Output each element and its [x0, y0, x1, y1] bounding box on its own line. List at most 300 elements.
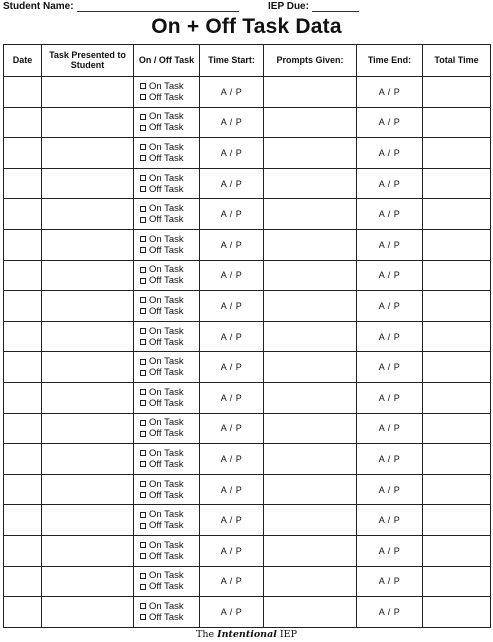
- date-cell[interactable]: [4, 597, 42, 628]
- task-cell[interactable]: [42, 352, 134, 383]
- total-time-cell[interactable]: [423, 535, 491, 566]
- off-task-checkbox[interactable]: [140, 461, 146, 467]
- on-task-label: On Task: [149, 386, 184, 398]
- iep-due-label: IEP Due:: [268, 1, 309, 12]
- on-task-option[interactable]: [140, 356, 184, 367]
- table-row: [4, 291, 491, 322]
- onoff-options: [134, 264, 199, 286]
- off-task-checkbox[interactable]: [140, 400, 146, 406]
- task-cell[interactable]: [42, 199, 134, 230]
- off-task-checkbox[interactable]: [140, 614, 146, 620]
- table-row: [4, 260, 491, 291]
- on-task-option[interactable]: [140, 111, 184, 122]
- prompts-cell[interactable]: [264, 260, 357, 291]
- off-task-label: Off Task: [149, 550, 184, 562]
- on-task-label: On Task: [149, 356, 184, 368]
- table-row: [4, 535, 491, 566]
- time-start-cell[interactable]: [200, 291, 264, 322]
- off-task-label: Off Task: [149, 244, 184, 256]
- off-task-option[interactable]: [140, 153, 184, 164]
- task-cell[interactable]: [42, 597, 134, 628]
- on-task-option[interactable]: [140, 509, 184, 520]
- on-task-option[interactable]: [140, 81, 184, 92]
- onoff-options: [134, 234, 199, 256]
- onoff-cell: [134, 107, 200, 138]
- on-task-option[interactable]: [140, 234, 184, 245]
- table-row: [4, 597, 491, 628]
- date-cell[interactable]: [4, 566, 42, 597]
- off-task-option[interactable]: [140, 551, 184, 562]
- time-end-cell[interactable]: [357, 597, 423, 628]
- onoff-cell: [134, 413, 200, 444]
- time-end-cell[interactable]: [357, 199, 423, 230]
- prompts-cell[interactable]: [264, 566, 357, 597]
- on-task-option[interactable]: [140, 203, 184, 214]
- onoff-cell: [134, 597, 200, 628]
- end-am-pm: A / P: [378, 331, 401, 342]
- on-task-label: On Task: [149, 447, 184, 459]
- time-start-cell[interactable]: [200, 107, 264, 138]
- col-header-date: Date: [4, 45, 42, 77]
- on-task-option[interactable]: [140, 601, 184, 612]
- onoff-options: [134, 142, 199, 164]
- on-task-checkbox[interactable]: [140, 114, 146, 120]
- onoff-cell: [134, 352, 200, 383]
- off-task-option[interactable]: [140, 92, 184, 103]
- on-task-option[interactable]: [140, 540, 184, 551]
- total-time-cell[interactable]: [423, 566, 491, 597]
- start-am-pm: A / P: [220, 423, 243, 434]
- off-task-checkbox[interactable]: [140, 492, 146, 498]
- prompts-cell[interactable]: [264, 505, 357, 536]
- start-am-pm: A / P: [220, 331, 243, 342]
- off-task-option[interactable]: [140, 214, 184, 225]
- task-cell[interactable]: [42, 229, 134, 260]
- end-am-pm: A / P: [378, 86, 401, 97]
- total-time-cell[interactable]: [423, 138, 491, 169]
- prompts-cell[interactable]: [264, 444, 357, 475]
- off-task-checkbox[interactable]: [140, 553, 146, 559]
- date-cell[interactable]: [4, 413, 42, 444]
- onoff-options: [134, 387, 199, 409]
- header-fields: [0, 0, 493, 14]
- task-cell[interactable]: [42, 535, 134, 566]
- start-am-pm: A / P: [220, 270, 243, 281]
- prompts-cell[interactable]: [264, 138, 357, 169]
- on-task-checkbox[interactable]: [140, 175, 146, 181]
- date-cell[interactable]: [4, 229, 42, 260]
- off-task-label: Off Task: [149, 336, 184, 348]
- on-task-label: On Task: [149, 570, 184, 582]
- onoff-options: [134, 448, 199, 470]
- onoff-cell: [134, 291, 200, 322]
- total-time-cell[interactable]: [423, 77, 491, 108]
- off-task-checkbox[interactable]: [140, 339, 146, 345]
- off-task-option[interactable]: [140, 459, 184, 470]
- off-task-option[interactable]: [140, 612, 184, 623]
- onoff-cell: [134, 444, 200, 475]
- time-end-cell[interactable]: [357, 352, 423, 383]
- on-task-option[interactable]: [140, 142, 184, 153]
- off-task-checkbox[interactable]: [140, 308, 146, 314]
- date-cell[interactable]: [4, 260, 42, 291]
- end-am-pm: A / P: [378, 423, 401, 434]
- on-task-label: On Task: [149, 600, 184, 612]
- time-end-cell[interactable]: [357, 107, 423, 138]
- on-task-option[interactable]: [140, 479, 184, 490]
- time-start-cell[interactable]: [200, 77, 264, 108]
- off-task-option[interactable]: [140, 428, 184, 439]
- start-am-pm: A / P: [220, 117, 243, 128]
- on-task-checkbox[interactable]: [140, 328, 146, 334]
- time-end-cell[interactable]: [357, 260, 423, 291]
- time-start-cell[interactable]: [200, 597, 264, 628]
- col-header-end: Time End:: [357, 45, 423, 77]
- on-task-option[interactable]: [140, 570, 184, 581]
- prompts-cell[interactable]: [264, 168, 357, 199]
- off-task-checkbox[interactable]: [140, 94, 146, 100]
- footer-brand: [0, 629, 493, 640]
- start-am-pm: A / P: [220, 576, 243, 587]
- start-am-pm: A / P: [220, 484, 243, 495]
- time-start-cell[interactable]: [200, 321, 264, 352]
- table-row: [4, 444, 491, 475]
- on-task-label: On Task: [149, 264, 184, 276]
- on-task-label: On Task: [149, 141, 184, 153]
- end-am-pm: A / P: [378, 362, 401, 373]
- onoff-options: [134, 417, 199, 439]
- date-cell[interactable]: [4, 474, 42, 505]
- off-task-checkbox[interactable]: [140, 370, 146, 376]
- on-task-checkbox[interactable]: [140, 83, 146, 89]
- student-name-label: Student Name:: [3, 1, 74, 12]
- table-row: [4, 382, 491, 413]
- off-task-checkbox[interactable]: [140, 584, 146, 590]
- time-start-cell[interactable]: [200, 138, 264, 169]
- student-name-blank[interactable]: [77, 3, 239, 12]
- total-time-cell[interactable]: [423, 474, 491, 505]
- off-task-option[interactable]: [140, 520, 184, 531]
- on-task-label: On Task: [149, 509, 184, 521]
- table-row: [4, 199, 491, 230]
- off-task-option[interactable]: [140, 581, 184, 592]
- on-task-checkbox[interactable]: [140, 512, 146, 518]
- task-cell[interactable]: [42, 168, 134, 199]
- off-task-option[interactable]: [140, 398, 184, 409]
- off-task-label: Off Task: [149, 489, 184, 501]
- date-cell[interactable]: [4, 77, 42, 108]
- onoff-options: [134, 479, 199, 501]
- col-header-prompts: Prompts Given:: [264, 45, 357, 77]
- off-task-checkbox[interactable]: [140, 125, 146, 131]
- total-time-cell[interactable]: [423, 229, 491, 260]
- onoff-cell: [134, 138, 200, 169]
- on-task-option[interactable]: [140, 448, 184, 459]
- time-end-cell[interactable]: [357, 291, 423, 322]
- on-task-option[interactable]: [140, 264, 184, 275]
- time-start-cell[interactable]: [200, 382, 264, 413]
- on-task-checkbox[interactable]: [140, 420, 146, 426]
- date-cell[interactable]: [4, 505, 42, 536]
- table-row: [4, 413, 491, 444]
- end-am-pm: A / P: [378, 209, 401, 220]
- task-cell[interactable]: [42, 138, 134, 169]
- on-task-label: On Task: [149, 111, 184, 123]
- date-cell[interactable]: [4, 535, 42, 566]
- total-time-cell[interactable]: [423, 291, 491, 322]
- table-row: [4, 321, 491, 352]
- off-task-checkbox[interactable]: [140, 431, 146, 437]
- off-task-option[interactable]: [140, 337, 184, 348]
- time-start-cell[interactable]: [200, 535, 264, 566]
- task-cell[interactable]: [42, 107, 134, 138]
- time-start-cell[interactable]: [200, 352, 264, 383]
- prompts-cell[interactable]: [264, 597, 357, 628]
- prompts-cell[interactable]: [264, 77, 357, 108]
- end-am-pm: A / P: [378, 515, 401, 526]
- start-am-pm: A / P: [220, 239, 243, 250]
- brand-iep: IEP: [279, 629, 297, 640]
- on-task-checkbox[interactable]: [140, 267, 146, 273]
- col-header-task: Task Presented to Student: [42, 45, 134, 77]
- off-task-label: Off Task: [149, 611, 184, 623]
- time-start-cell[interactable]: [200, 413, 264, 444]
- on-task-checkbox[interactable]: [140, 297, 146, 303]
- onoff-options: [134, 509, 199, 531]
- date-cell[interactable]: [4, 168, 42, 199]
- start-am-pm: A / P: [220, 362, 243, 373]
- start-am-pm: A / P: [220, 300, 243, 311]
- prompts-cell[interactable]: [264, 107, 357, 138]
- time-end-cell[interactable]: [357, 566, 423, 597]
- time-start-cell[interactable]: [200, 566, 264, 597]
- off-task-checkbox[interactable]: [140, 247, 146, 253]
- off-task-checkbox[interactable]: [140, 155, 146, 161]
- time-end-cell[interactable]: [357, 138, 423, 169]
- onoff-options: [134, 570, 199, 592]
- onoff-options: [134, 295, 199, 317]
- prompts-cell[interactable]: [264, 535, 357, 566]
- on-task-checkbox[interactable]: [140, 389, 146, 395]
- end-am-pm: A / P: [378, 484, 401, 495]
- onoff-options: [134, 173, 199, 195]
- off-task-label: Off Task: [149, 275, 184, 287]
- brand-main: Intentional: [217, 629, 277, 640]
- date-cell[interactable]: [4, 352, 42, 383]
- time-start-cell[interactable]: [200, 260, 264, 291]
- on-task-label: On Task: [149, 80, 184, 92]
- total-time-cell[interactable]: [423, 352, 491, 383]
- task-cell[interactable]: [42, 474, 134, 505]
- end-am-pm: A / P: [378, 117, 401, 128]
- time-end-cell[interactable]: [357, 444, 423, 475]
- time-end-cell[interactable]: [357, 77, 423, 108]
- start-am-pm: A / P: [220, 515, 243, 526]
- task-cell[interactable]: [42, 382, 134, 413]
- time-end-cell[interactable]: [357, 413, 423, 444]
- start-am-pm: A / P: [220, 209, 243, 220]
- onoff-cell: [134, 566, 200, 597]
- on-task-option[interactable]: [140, 326, 184, 337]
- off-task-checkbox[interactable]: [140, 186, 146, 192]
- total-time-cell[interactable]: [423, 505, 491, 536]
- prompts-cell[interactable]: [264, 382, 357, 413]
- off-task-label: Off Task: [149, 305, 184, 317]
- date-cell[interactable]: [4, 321, 42, 352]
- off-task-label: Off Task: [149, 214, 184, 226]
- start-am-pm: A / P: [220, 545, 243, 556]
- on-task-checkbox[interactable]: [140, 144, 146, 150]
- total-time-cell[interactable]: [423, 382, 491, 413]
- onoff-cell: [134, 505, 200, 536]
- off-task-option[interactable]: [140, 367, 184, 378]
- page-title: On + Off Task Data: [151, 15, 342, 38]
- off-task-option[interactable]: [140, 184, 184, 195]
- off-task-checkbox[interactable]: [140, 217, 146, 223]
- time-end-cell[interactable]: [357, 474, 423, 505]
- task-cell[interactable]: [42, 566, 134, 597]
- on-task-checkbox[interactable]: [140, 603, 146, 609]
- prompts-cell[interactable]: [264, 321, 357, 352]
- off-task-label: Off Task: [149, 581, 184, 593]
- time-end-cell[interactable]: [357, 382, 423, 413]
- on-task-checkbox[interactable]: [140, 236, 146, 242]
- table-row: [4, 566, 491, 597]
- total-time-cell[interactable]: [423, 199, 491, 230]
- time-end-cell[interactable]: [357, 535, 423, 566]
- task-data-table: [3, 44, 491, 628]
- off-task-option[interactable]: [140, 245, 184, 256]
- off-task-option[interactable]: [140, 306, 184, 317]
- date-cell[interactable]: [4, 107, 42, 138]
- total-time-cell[interactable]: [423, 107, 491, 138]
- prompts-cell[interactable]: [264, 229, 357, 260]
- total-time-cell[interactable]: [423, 321, 491, 352]
- total-time-cell[interactable]: [423, 597, 491, 628]
- onoff-options: [134, 540, 199, 562]
- onoff-cell: [134, 382, 200, 413]
- off-task-checkbox[interactable]: [140, 278, 146, 284]
- off-task-label: Off Task: [149, 397, 184, 409]
- end-am-pm: A / P: [378, 453, 401, 464]
- prompts-cell[interactable]: [264, 291, 357, 322]
- table-row: [4, 107, 491, 138]
- on-task-label: On Task: [149, 539, 184, 551]
- onoff-options: [134, 111, 199, 133]
- time-start-cell[interactable]: [200, 168, 264, 199]
- time-start-cell[interactable]: [200, 229, 264, 260]
- task-cell[interactable]: [42, 77, 134, 108]
- off-task-label: Off Task: [149, 520, 184, 532]
- off-task-option[interactable]: [140, 122, 184, 133]
- onoff-cell: [134, 229, 200, 260]
- on-task-checkbox[interactable]: [140, 573, 146, 579]
- end-am-pm: A / P: [378, 178, 401, 189]
- task-cell[interactable]: [42, 291, 134, 322]
- task-cell[interactable]: [42, 444, 134, 475]
- end-am-pm: A / P: [378, 300, 401, 311]
- total-time-cell[interactable]: [423, 444, 491, 475]
- prompts-cell[interactable]: [264, 474, 357, 505]
- end-am-pm: A / P: [378, 392, 401, 403]
- time-end-cell[interactable]: [357, 229, 423, 260]
- time-end-cell[interactable]: [357, 321, 423, 352]
- prompts-cell[interactable]: [264, 199, 357, 230]
- end-am-pm: A / P: [378, 239, 401, 250]
- onoff-options: [134, 356, 199, 378]
- table-header-row: [4, 45, 491, 77]
- date-cell[interactable]: [4, 199, 42, 230]
- on-task-option[interactable]: [140, 173, 184, 184]
- on-task-checkbox[interactable]: [140, 542, 146, 548]
- end-am-pm: A / P: [378, 576, 401, 587]
- onoff-cell: [134, 474, 200, 505]
- off-task-label: Off Task: [149, 122, 184, 134]
- table-row: [4, 352, 491, 383]
- on-task-option[interactable]: [140, 295, 184, 306]
- time-start-cell[interactable]: [200, 199, 264, 230]
- date-cell[interactable]: [4, 382, 42, 413]
- off-task-label: Off Task: [149, 428, 184, 440]
- date-cell[interactable]: [4, 138, 42, 169]
- end-am-pm: A / P: [378, 270, 401, 281]
- on-task-label: On Task: [149, 325, 184, 337]
- task-cell[interactable]: [42, 321, 134, 352]
- time-start-cell[interactable]: [200, 444, 264, 475]
- time-end-cell[interactable]: [357, 505, 423, 536]
- total-time-cell[interactable]: [423, 413, 491, 444]
- start-am-pm: A / P: [220, 606, 243, 617]
- task-cell[interactable]: [42, 413, 134, 444]
- on-task-label: On Task: [149, 233, 184, 245]
- off-task-checkbox[interactable]: [140, 523, 146, 529]
- off-task-label: Off Task: [149, 91, 184, 103]
- prompts-cell[interactable]: [264, 352, 357, 383]
- end-am-pm: A / P: [378, 147, 401, 158]
- on-task-checkbox[interactable]: [140, 359, 146, 365]
- prompts-cell[interactable]: [264, 413, 357, 444]
- time-end-cell[interactable]: [357, 168, 423, 199]
- end-am-pm: A / P: [378, 545, 401, 556]
- on-task-checkbox[interactable]: [140, 206, 146, 212]
- table-row: [4, 229, 491, 260]
- on-task-label: On Task: [149, 478, 184, 490]
- off-task-option[interactable]: [140, 490, 184, 501]
- onoff-options: [134, 203, 199, 225]
- total-time-cell[interactable]: [423, 168, 491, 199]
- on-task-option[interactable]: [140, 387, 184, 398]
- on-task-checkbox[interactable]: [140, 481, 146, 487]
- start-am-pm: A / P: [220, 453, 243, 464]
- on-task-checkbox[interactable]: [140, 450, 146, 456]
- task-cell[interactable]: [42, 505, 134, 536]
- total-time-cell[interactable]: [423, 260, 491, 291]
- off-task-label: Off Task: [149, 367, 184, 379]
- task-cell[interactable]: [42, 260, 134, 291]
- date-cell[interactable]: [4, 291, 42, 322]
- col-header-total: Total Time: [423, 45, 491, 77]
- table-row: [4, 138, 491, 169]
- time-start-cell[interactable]: [200, 474, 264, 505]
- date-cell[interactable]: [4, 444, 42, 475]
- on-task-option[interactable]: [140, 417, 184, 428]
- time-start-cell[interactable]: [200, 505, 264, 536]
- start-am-pm: A / P: [220, 392, 243, 403]
- off-task-option[interactable]: [140, 275, 184, 286]
- iep-due-blank[interactable]: [312, 3, 359, 12]
- onoff-options: [134, 601, 199, 623]
- onoff-cell: [134, 260, 200, 291]
